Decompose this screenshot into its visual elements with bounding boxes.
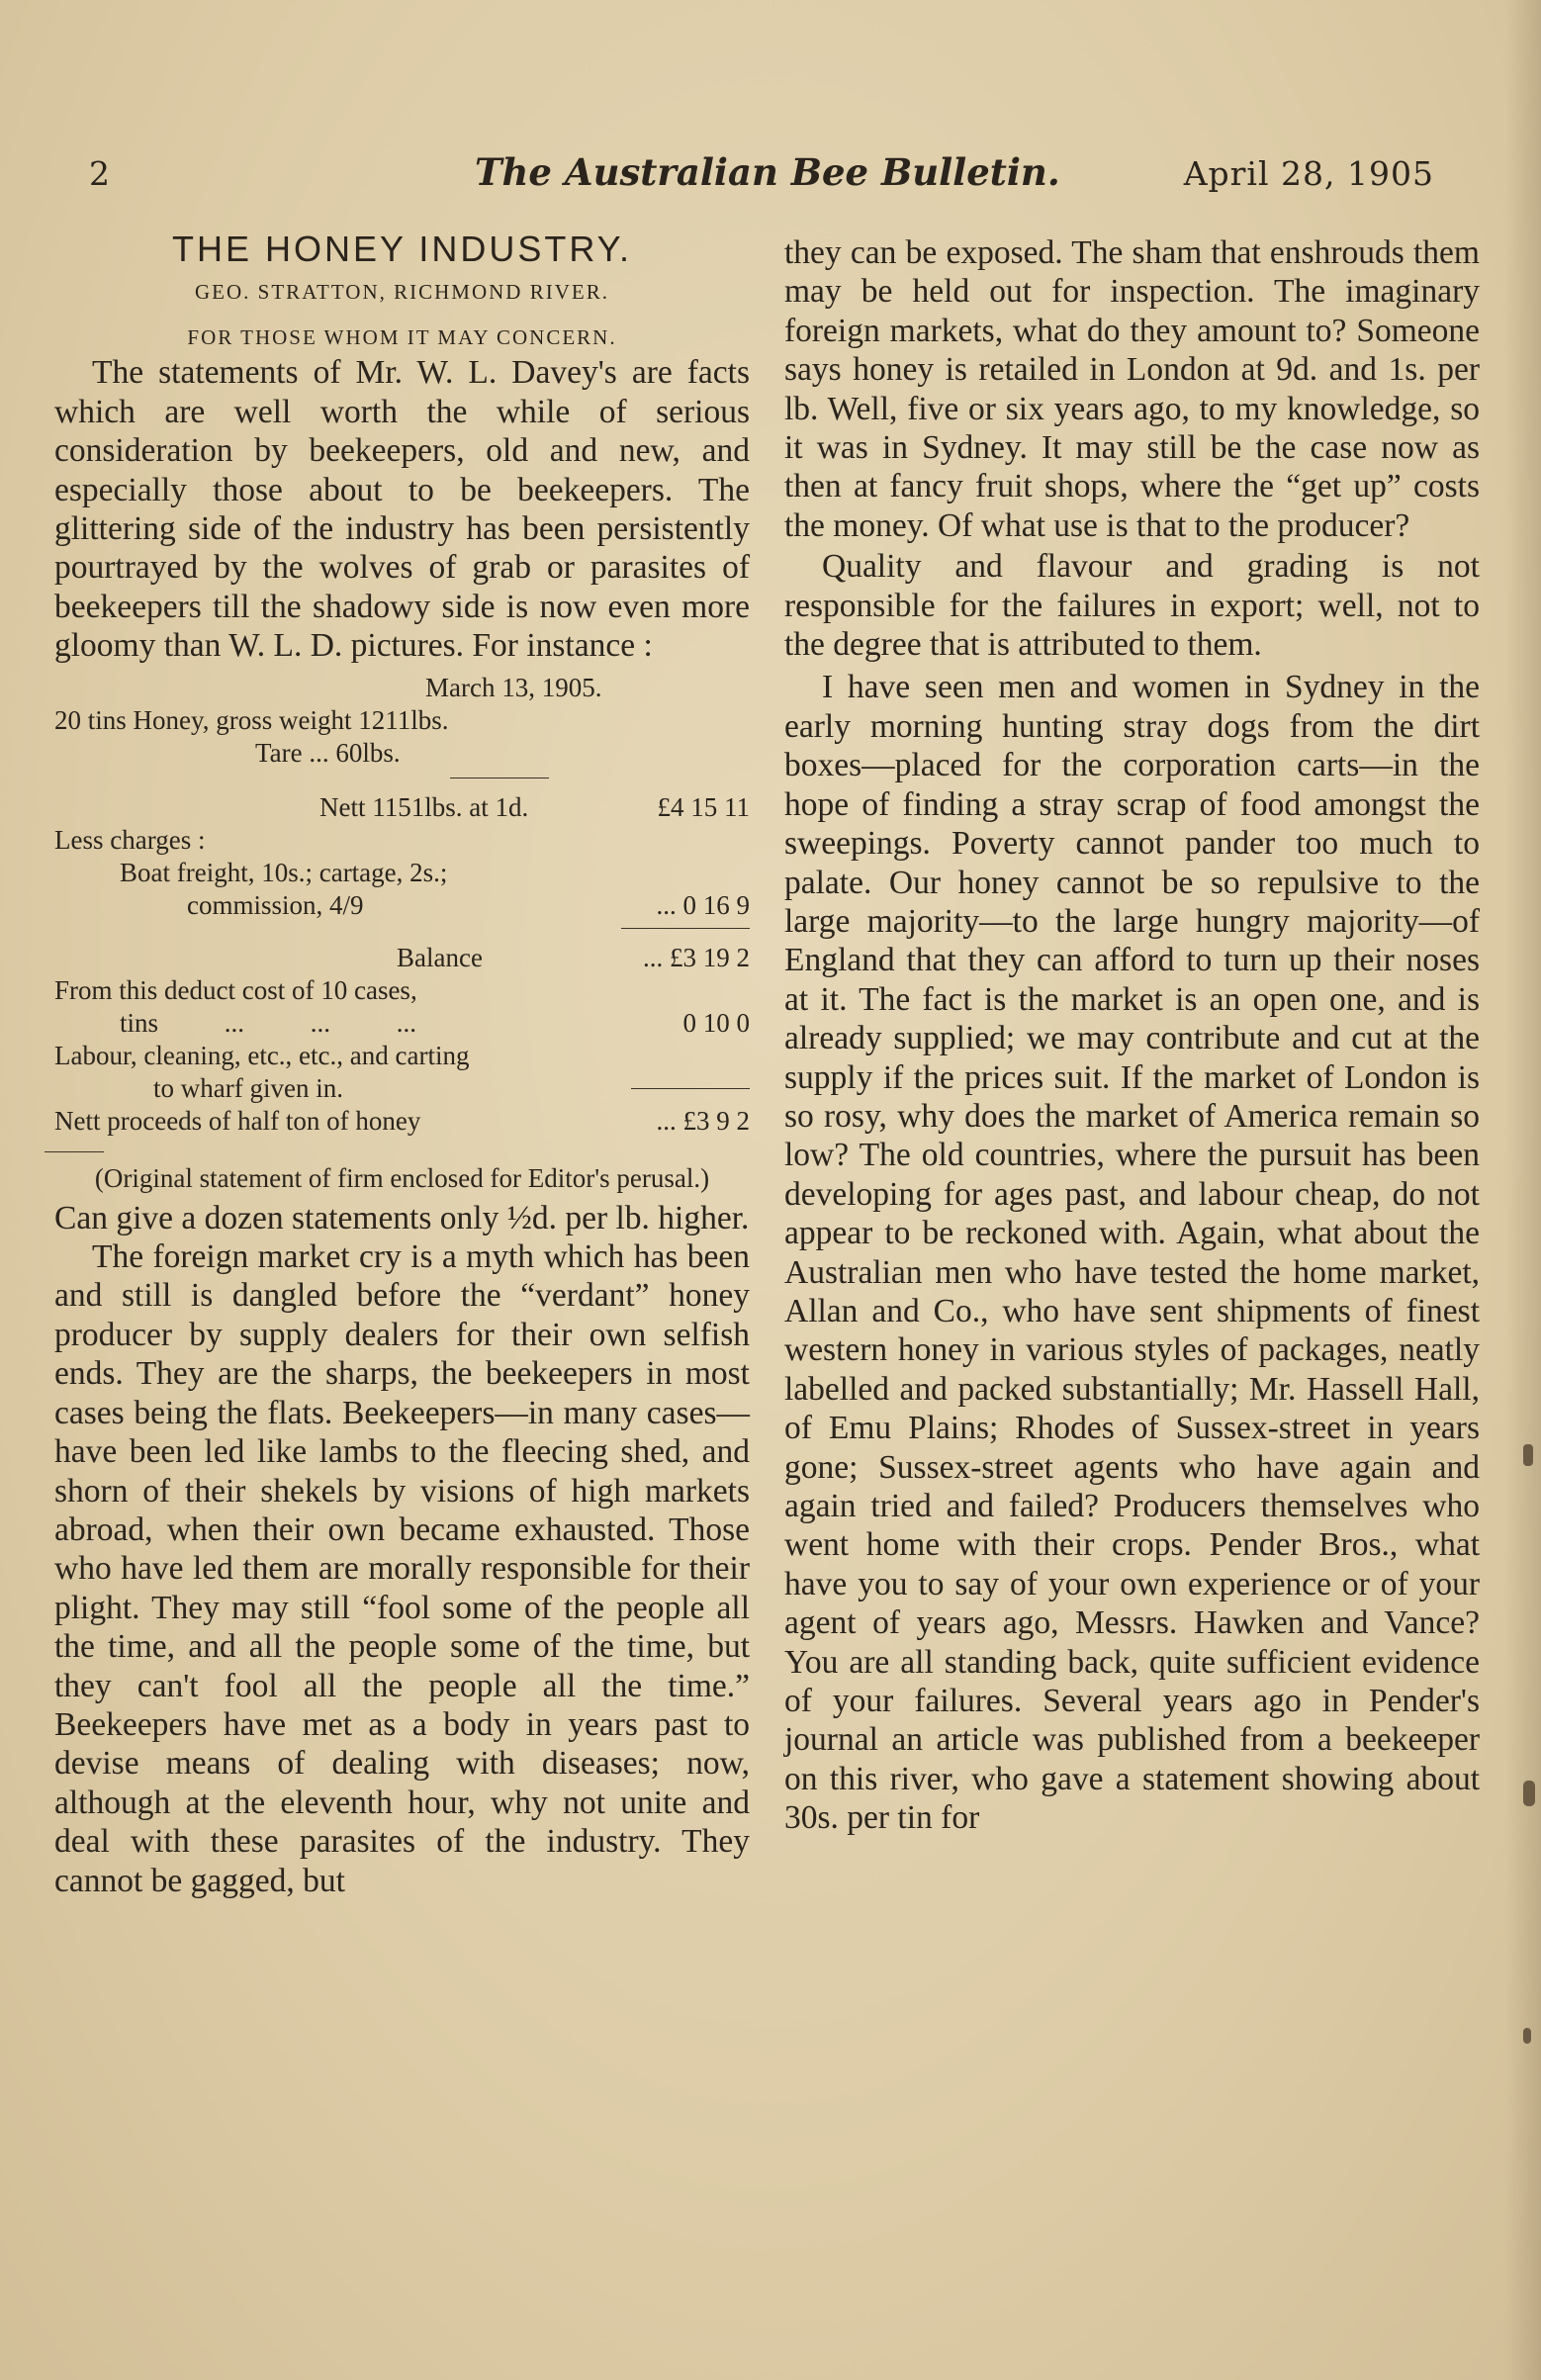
right-column [784,233,1480,1838]
statement-balance-amount: ... £3 19 2 [643,942,750,972]
statement-proceeds-amount: ... £3 9 2 [656,1105,750,1136]
intro-paragraph: The statements of Mr. W. L. Davey's are facts which are well worth the while of serious consideration by beekeepers, old and new, and especially those about to be beekeepers. The glittering side of the industry has been persistently pourtrayed by the wolves of grab or parasites of beekeepers till the shadowy side is now even more gloomy than W. L. D. pictures. For instance : [54,354,750,665]
statement-less-charges: Less charges : [54,824,206,855]
left-column [54,229,750,1900]
article-title: THE HONEY INDUSTRY. [171,229,633,269]
binding-mark [1523,1781,1535,1806]
editor-note: (Original statement of firm enclosed for Editor's perusal.) [94,1162,710,1193]
statement-nett-amount: £4 15 11 [657,791,750,822]
issue-date: April 28, 1905 [1183,154,1434,193]
statement-labour-line2: to wharf given in. [153,1072,343,1103]
binding-mark [1523,1444,1533,1466]
account-statement [54,672,750,1138]
statement-deduct-line1: From this deduct cost of 10 cases, [54,974,417,1005]
statement-deduct-amount: 0 10 0 [682,1007,750,1038]
statement-charges-amount: ... 0 16 9 [656,889,750,920]
statement-gross: 20 tins Honey, gross weight 1211lbs. [54,704,449,735]
statement-rule [631,1088,750,1089]
statement-tare: Tare ... 60lbs. [255,737,401,768]
page-number: 2 [89,154,110,193]
page-header [89,150,1434,210]
after-statement-paragraph: Can give a dozen statements only ½d. per lb. higher. [54,1199,750,1236]
quality-paragraph: Quality and flavour and grading is not responsible for the failures in export; well, not to the degree that is attributed to them. [784,548,1480,664]
statement-date: March 13, 1905. [425,672,602,702]
right-continuation-paragraph: they can be exposed. The sham that enshrouds them may be held out for inspection. The imaginary foreign markets, what do they amount to? Someone says honey is retailed in London at 9d. and 1s. per lb. Well, five or six years ago, to my knowledge, so it was in Sydney. It may still be the case now as then at fancy fruit shops, where the “get up” costs the money. Of what use is that to the producer? [784,234,1480,544]
statement-nett-label: Nett 1151lbs. at 1d. [319,791,529,822]
statement-labour-line1: Labour, cleaning, etc., etc., and carting [54,1040,470,1070]
statement-deduct-line2: tins ... ... ... [120,1007,417,1038]
binding-mark [1523,2028,1531,2044]
statement-balance-label: Balance [397,942,483,972]
page-edge-shadow [1505,0,1541,2380]
foreign-market-paragraph: The foreign market cry is a myth which has been and still is dangled before the “verdant” honey producer by supply dealers for their own selfish ends. They are the sharps, the beekeepers in most cases being the flats. Beekeepers—in many cases—have been led like lambs to the fleecing shed, and shorn of their shekels by visions of high markets abroad, when their own became exhausted. Those who have led them are morally responsible for their plight. They may still “fool some of the people all the time, and all the people some of the time, but they can't fool all the people all the time.” Beekeepers have met as a body in years past to devise means of dealing with diseases; now, although at the eleventh hour, why not unite and deal with these parasites of the industry. They cannot be gagged, but [54,1238,750,1899]
article-subhead: FOR THOSE WHOM IT MAY CONCERN. [187,325,617,350]
note-divider [45,1151,104,1152]
publication-title: The Australian Bee Bulletin. [475,150,1060,194]
statement-charges-line1: Boat freight, 10s.; cartage, 2s.; [120,857,448,887]
statement-charges-line2: commission, 4/9 [187,889,364,920]
article-byline: GEO. STRATTON, RICHMOND RIVER. [195,280,609,305]
sydney-paragraph: I have seen men and women in Sydney in the early morning hunting stray dogs from the dirt boxes—placed for the corporation carts—in the hope of finding a stray scrap of food amongst the sweepings. Poverty cannot pander too much to palate. Our honey cannot be so repulsive to the large majority—to the large hungry majority—of England that they can afford to turn up their noses at it. The fact is the market is an open one, and is already supplied; we may contribute and cut at the supply if the prices suit. If the market of London is so rosy, why does the market of America remain so low? The old countries, where the pursuit has been developing for ages past, and labour cheap, do not appear to be reckoned with. Again, what about the Australian men who have tested the home market, Allan and Co., who have sent shipments of finest western honey in various styles of packages, neatly labelled and packed substantially; Mr. Hassell Hall, of Emu Plains; Rhodes of Sussex-street in years gone; Sussex-street agents who have again and again tried and failed? Producers themselves who went home with their crops. Pender Bros., what have you to say of your own experience or of your agent of years ago, Messrs. Hawken and Vance? You are all standing back, quite sufficient evidence of your failures. Several years ago in Pender's journal an article was published from a beekeeper on this river, who gave a statement showing about 30s. per tin for [784,669,1480,1837]
statement-proceeds-label: Nett proceeds of half ton of honey [54,1105,421,1136]
statement-rule [621,928,750,929]
